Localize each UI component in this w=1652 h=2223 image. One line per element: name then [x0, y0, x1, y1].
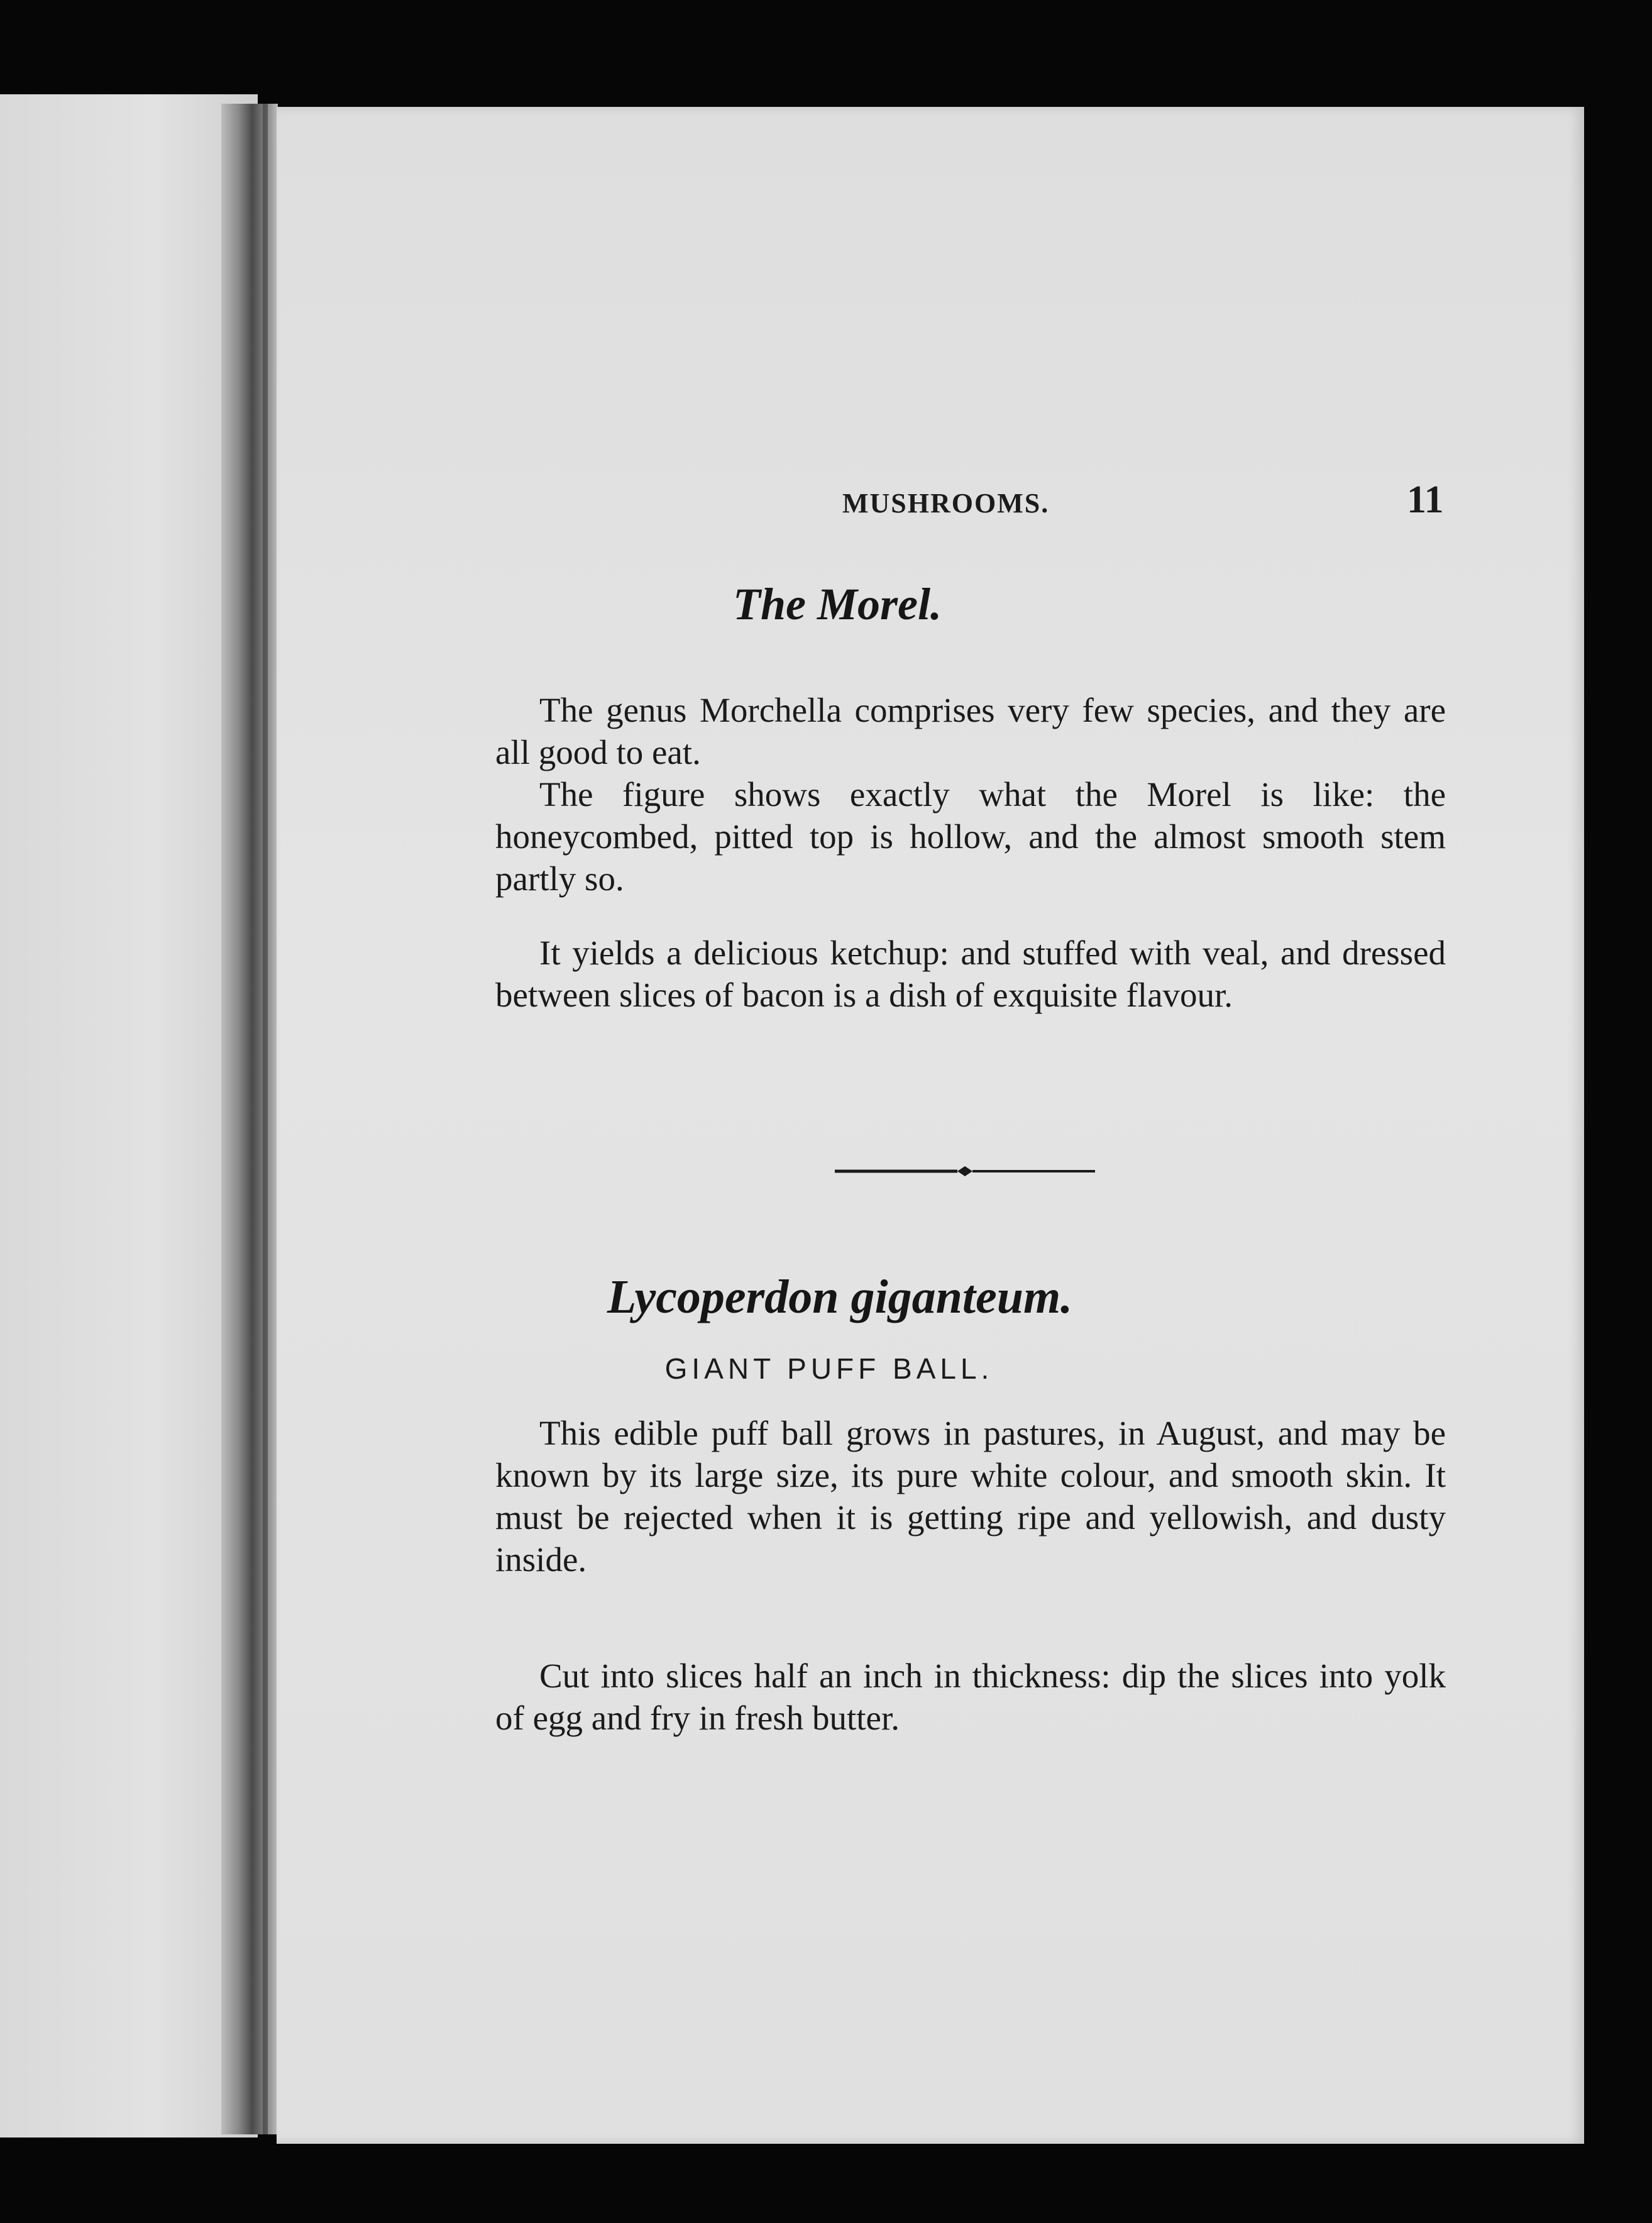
page-number: 11 — [1407, 478, 1444, 521]
left-page — [0, 94, 258, 2138]
gutter-crease — [263, 104, 268, 2134]
morel-paragraph-3: It yields a delicious ketchup: and stuffed with veal, and dressed between slices of bacon is a dish of exquisite flavour. — [495, 934, 1446, 1014]
puffball-paragraph-1: This edible puff ball grows in pastures, in August, and may be known by its large size, its pure white colour, and smooth skin. It must be rejected when it is getting ripe and yellowish, and dusty inside. — [495, 1414, 1446, 1579]
puffball-paragraph-2: Cut into slices half an inch in thickness: dip the slices into yolk of egg and fry in fresh butter. — [495, 1657, 1446, 1737]
right-page — [277, 107, 1584, 2144]
morel-paragraph-2: The figure shows exactly what the Morel is like: the honeycombed, pitted top is hollow, and the almost smooth stem partly so. — [495, 775, 1446, 898]
morel-paragraph-1: The genus Morchella comprises very few species, and they are all good to eat. — [495, 691, 1446, 771]
section-title-morel: The Morel. — [733, 579, 942, 629]
section-subtitle-giant-puff-ball: GIANT PUFF BALL. — [664, 1352, 994, 1385]
section-divider-ornament — [835, 1159, 1095, 1184]
running-head: MUSHROOMS. — [842, 488, 1050, 519]
section-title-lycoperdon: Lycoperdon giganteum. — [607, 1271, 1073, 1323]
book-gutter — [221, 104, 278, 2134]
